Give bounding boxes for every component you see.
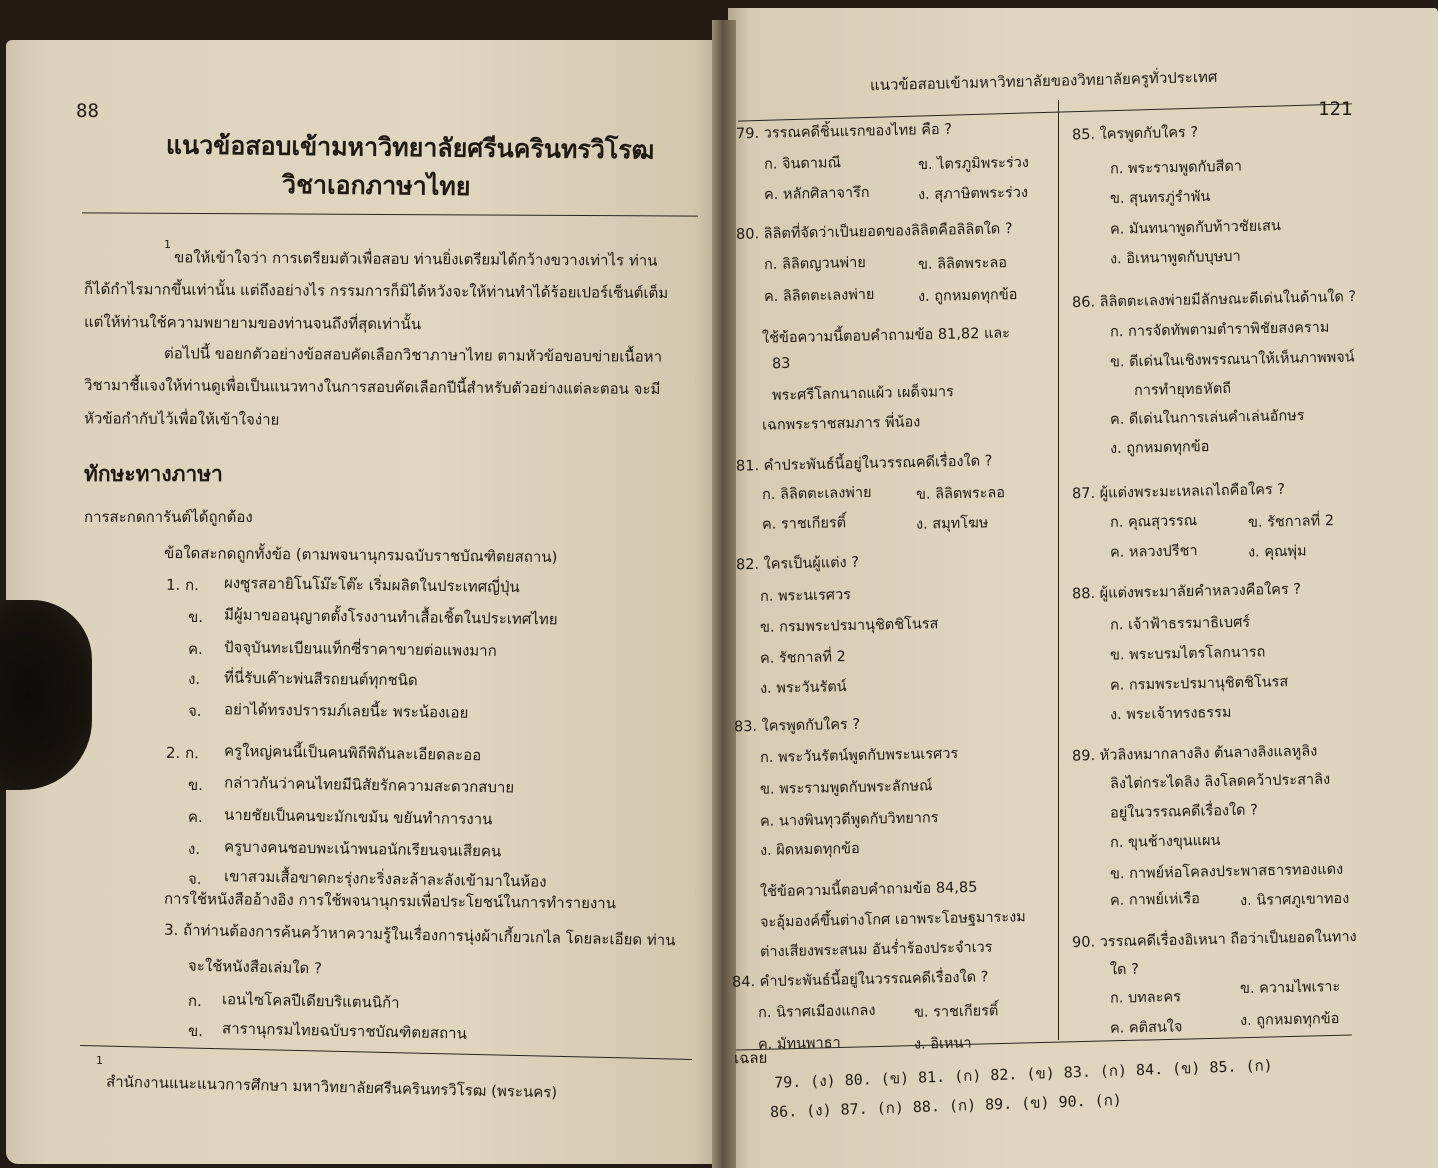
option-label: จ. (187, 869, 202, 889)
page-number-left: 88 (76, 100, 99, 122)
question-line: ข. ความไพเราะ (1239, 978, 1341, 998)
question-line: เฉกพระราชสมภาร พี่น้อง (761, 414, 921, 434)
intro-line: ขอให้เข้าใจว่า การเตรียมตัวเพื่อสอบ ท่านยิ่งเตรียมได้กว้างขวางเท่าไร ท่าน (173, 248, 658, 270)
subheading: การสะกดการันต์ได้ถูกต้อง (84, 508, 253, 526)
question-line: ข. ไตรภูมิพระร่วง (917, 154, 1030, 174)
running-head: แนวข้อสอบเข้ามหาวิทยาลัยของวิทยาลัยครูทั่วประเทศ (869, 67, 1218, 95)
question-line: ก. การจัดทัพตามตำราพิชัยสงคราม (1109, 319, 1330, 341)
page-number-right: 121 (1318, 98, 1353, 120)
question-line: 84. คำประพันธ์นี้อยู่ในวรรณคดีเรื่องใด ? (731, 969, 989, 991)
question-line: ง. พระเจ้าทรงธรรม (1109, 704, 1232, 724)
option-label: 2. ก. (165, 743, 200, 763)
question-line: ค. กรมพระปรมานุชิตชิโนรส (1109, 674, 1289, 694)
question-line: ง. สุภาษิตพระร่วง (917, 184, 1029, 204)
question-line: 83. ใครพูดกับใคร ? (733, 716, 861, 736)
option-text: นายชัยเป็นคนขะมักเขม้น ขยันทำการงาน (223, 805, 493, 829)
option-label: ค. (187, 807, 203, 827)
option-text: ปัจจุบันทะเบียนแท็กซี่ราคาขายต่อแพงมาก (223, 638, 497, 660)
footnote-marker: 1 (96, 1054, 103, 1067)
question-line: ก. พระนเรศวร (759, 587, 852, 605)
question-line: ง. สมุทโฆษ (915, 515, 989, 533)
question-line: ค. คติสนใจ (1109, 1019, 1183, 1037)
question-line: ค. ดีเด่นในการเล่นคำเล่นอักษร (1109, 407, 1305, 429)
question-line: 80. ลิลิตที่จัดว่าเป็นยอดของลิลิตคือลิลิตใด ? (735, 221, 1013, 243)
question-line: 82. ใครเป็นผู้แต่ง ? (735, 554, 860, 574)
question-line: พระศรีโลกนาถแผ้ว เผด็จมาร (771, 384, 955, 404)
question-line: 83 (771, 355, 791, 373)
section-heading: ทักษะทางภาษา (84, 462, 223, 486)
option-text: ครูใหญ่คนนี้เป็นคนพิถีพิถันละเอียดละออ (223, 741, 482, 765)
option-text: ที่นี่รับเค๊าะพ่นสีรถยนต์ทุกชนิด (223, 668, 418, 690)
question-line: ง. คุณพุ่ม (1247, 543, 1307, 561)
option-text: เอนไซโคลปีเดียบริแตนนิก้า (221, 990, 400, 1012)
question-line: ก. พระรามพูดกับสีดา (1109, 158, 1243, 178)
question-line: ค. ราชเกียรติ์ (761, 515, 847, 533)
question-line: ก. จินดามณี (763, 155, 842, 173)
question-line: ค. รัชกาลที่ 2 (759, 649, 846, 667)
option-label: 1. ก. (165, 575, 200, 595)
question-line: ก. พระวันรัตน์พูดกับพระนเรศวร (759, 745, 959, 767)
question-line: ก. บทละคร (1109, 989, 1182, 1007)
option-label: ข. (187, 607, 204, 627)
question-line: ง. ถูกหมดทุกข้อ (917, 286, 1018, 306)
intro-line: วิชามาชี้แจงให้ท่านดูเพื่อเป็นแนวทางในการสอบคัดเลือกปีนี้สำหรับตัวอย่างแต่ละตอน จะมี (83, 375, 661, 399)
question-line: 90. วรรณคดีเรื่องอิเหนา ถือว่าเป็นยอดในทาง (1071, 929, 1357, 951)
column-divider (1058, 100, 1059, 1040)
question-line: ค. หลวงปรีชา (1109, 543, 1198, 561)
footnote-marker: 1 (164, 238, 171, 251)
question-line: ค. กาพย์เห่เรือ (1109, 891, 1201, 909)
answer-label: เฉลย (733, 1048, 768, 1068)
option-text: อย่าได้ทรงปรารมภ์เลยนี้ะ พระน้องเอย (223, 700, 469, 722)
question-line: ก. เจ้าฟ้าธรรมาธิเบศร์ (1109, 614, 1251, 634)
question-line: 85. ใครพูดกับใคร ? (1071, 124, 1199, 144)
option-text: กล่าวกันว่าคนไทยมีนิสัยรักความสะดวกสบาย (223, 773, 515, 797)
question-line: ง. ถูกหมดทุกข้อ (1109, 438, 1210, 458)
question-line: ก. ขุนช้างขุนแผน (1109, 832, 1221, 852)
question-line: ต่างเสียงพระสนม อันร่ำร้องประจำเวร (759, 939, 993, 961)
question-line: ข. ลิลิตพระลอ (915, 485, 1006, 503)
answer-key-row: 79. (ง) 80. (ข) 81. (ก) 82. (ข) 83. (ก) 84. (ข) 85. (ก) (773, 1056, 1273, 1092)
question-line: อยู่ในวรรณคดีเรื่องใด ? (1109, 802, 1258, 822)
subheading-2: การใช้หนังสืออ้างอิง การใช้พจนานุกรมเพื่อประโยชน์ในการทำรายงาน (163, 889, 617, 913)
question-line: จะอุ้มองค์ขึ้นต่างโกศ เอาพระโอษฐมาระงม (759, 909, 1026, 931)
question-line: ค. ลิลิตตะเลงพ่าย (763, 286, 875, 306)
question-instruction: ข้อใดสะกดถูกทั้งข้อ (ตามพจนานุกรมฉบับราชบัณฑิตยสถาน) (163, 543, 558, 567)
footnote-text: สำนักงานแนะแนวการศึกษา มหาวิทยาลัยศรีนครินทรวิโรฒ (พระนคร) (105, 1072, 558, 1102)
question-line: ก. ลิลิตญวนพ่าย (763, 254, 866, 274)
intro-line: ก็ได้กำไรมากขึ้นเท่านั้น แต่ถึงอย่างไร กรรมการก็มิได้หวังจะให้ท่านทำได้ร้อยเปอร์เซ็นต์เต็ม (83, 279, 669, 303)
question-line: 88. ผู้แต่งพระมาลัยคำหลวงคือใคร ? (1071, 581, 1302, 603)
question-line: ข. ราชเกียรติ์ (913, 1003, 999, 1021)
question-line: ข. สุนทรภู่รำพัน (1109, 188, 1211, 208)
question-line: ค. นางพินทุวดีพูดกับวิทยากร (759, 810, 939, 830)
question-line: ข. ลิลิตพระลอ (917, 255, 1008, 273)
question-line: ก. นิราศเมืองแกลง (757, 1002, 876, 1022)
question-line: ข. พระรามพูดกับพระลักษณ์ (759, 778, 933, 798)
question-line: ง. พระวันรัตน์ (759, 679, 847, 697)
thumb-shadow (0, 600, 92, 790)
book-gutter (712, 20, 736, 1168)
question-line: ข. ดีเด่นในเชิงพรรณนาให้เห็นภาพพจน์ (1109, 349, 1355, 371)
question-line: 87. ผู้แต่งพระมะเหลเถไถคือใคร ? (1071, 481, 1286, 503)
question-line: 86. ลิลิตตะเลงพ่ายมีลักษณะดีเด่นในด้านใด ? (1071, 289, 1357, 311)
option-text: สารานุกรมไทยฉบับราชบัณฑิตยสถาน (221, 1019, 467, 1043)
option-label: ง. (187, 669, 201, 689)
intro-line: แต่ให้ท่านใช้ความพยายามของท่านจนถึงที่สุดเท่านั้น (83, 312, 422, 334)
question-line: 89. หัวลิงหมากลางลิง ต้นลางลิงแลหูลิง (1071, 743, 1318, 765)
intro-line: หัวข้อกำกับไว้เพื่อให้เข้าใจง่าย (83, 409, 280, 429)
option-text: เขาสวมเสื้อขาดกะรุ่งกะริ่งละล้าละลังเข้ามาในห้อง (223, 867, 547, 891)
question-line: ใช้ข้อความนี้ตอบคำถามข้อ 81,82 และ (761, 325, 1011, 347)
answer-key-row: 86. (ง) 87. (ก) 88. (ก) 89. (ข) 90. (ก) (769, 1090, 1123, 1122)
page-subtitle: วิชาเอกภาษาไทย (281, 170, 471, 201)
option-label: ข. (187, 775, 204, 795)
question-line: ค. มัทนพาธา (757, 1035, 841, 1053)
intro-line: ต่อไปนี้ ขอยกตัวอย่างข้อสอบคัดเลือกวิชาภาษาไทย ตามหัวข้อขอบข่ายเนื้อหา (163, 344, 663, 366)
question-line: ข. กาพย์ห่อโคลงประพาสธารทองแดง (1109, 861, 1344, 883)
question-line: 79. วรรณคดีชิ้นแรกของไทย คือ ? (735, 121, 953, 143)
question-line: ค. หลักศิลาจารึก (763, 184, 870, 204)
question-line: ง. ถูกหมดทุกข้อ (1239, 1010, 1340, 1030)
question-line: ค. มันทนาพูดกับท้าวชัยเสน (1109, 218, 1282, 238)
question-3-text: 3. ถ้าท่านต้องการค้นคว้าหาความรู้ในเรื่องการนุ่งผ้าเกี้ยวเกไล โดยละเอียด ท่าน (163, 920, 676, 950)
question-line: ก. ลิลิตตะเลงพ่าย (761, 484, 872, 504)
question-line: ง. อิเหนาพูดกับบุษบา (1109, 248, 1241, 268)
page-title: แนวข้อสอบเข้ามหาวิทยาลัยศรีนครินทรวิโรฒ (165, 130, 655, 165)
option-label: ง. (187, 839, 201, 859)
option-label: ข. (187, 1021, 204, 1041)
option-text: มีผู้มาขออนุญาตตั้งโรงงานทำเสื้อเชิ้ตในประเทศไทย (223, 605, 558, 629)
option-label: ค. (187, 639, 203, 659)
question-line: การทำยุทธหัตถี (1133, 380, 1232, 400)
question-line: ข. รัชกาลที่ 2 (1247, 513, 1335, 531)
question-line: ข. พระบรมไตรโลกนารถ (1109, 644, 1266, 664)
option-label: จ. (187, 701, 202, 721)
question-line: 81. คำประพันธ์นี้อยู่ในวรรณคดีเรื่องใด ? (735, 453, 993, 475)
question-line: ใด ? (1109, 961, 1139, 979)
question-3-text: จะใช้หนังสือเล่มใด ? (187, 956, 323, 978)
option-text: ผงซูรสอายิโนโม๊ะโต๊ะ เริ่มผลิตในประเทศญี่ปุ่น (223, 573, 520, 597)
option-text: ครูบางคนชอบพะเน้าพนอนักเรียนจนเสียคน (223, 837, 502, 861)
question-line: ลิงไต่กระไดลิง ลิงโลดคว้าประสาลิง (1109, 771, 1331, 793)
option-label: ก. (187, 991, 203, 1011)
question-line: ข. กรมพระปรมานุชิตชิโนรส (759, 616, 939, 636)
question-line: ก. คุณสุวรรณ (1109, 513, 1198, 531)
question-line: ง. อิเหนา (913, 1035, 972, 1053)
question-line: ง. นิราศภูเขาทอง (1239, 890, 1350, 910)
question-line: ใช้ข้อความนี้ตอบคำถามข้อ 84,85 (759, 879, 978, 901)
question-line: ง. ผิดหมดทุกข้อ (759, 840, 860, 860)
